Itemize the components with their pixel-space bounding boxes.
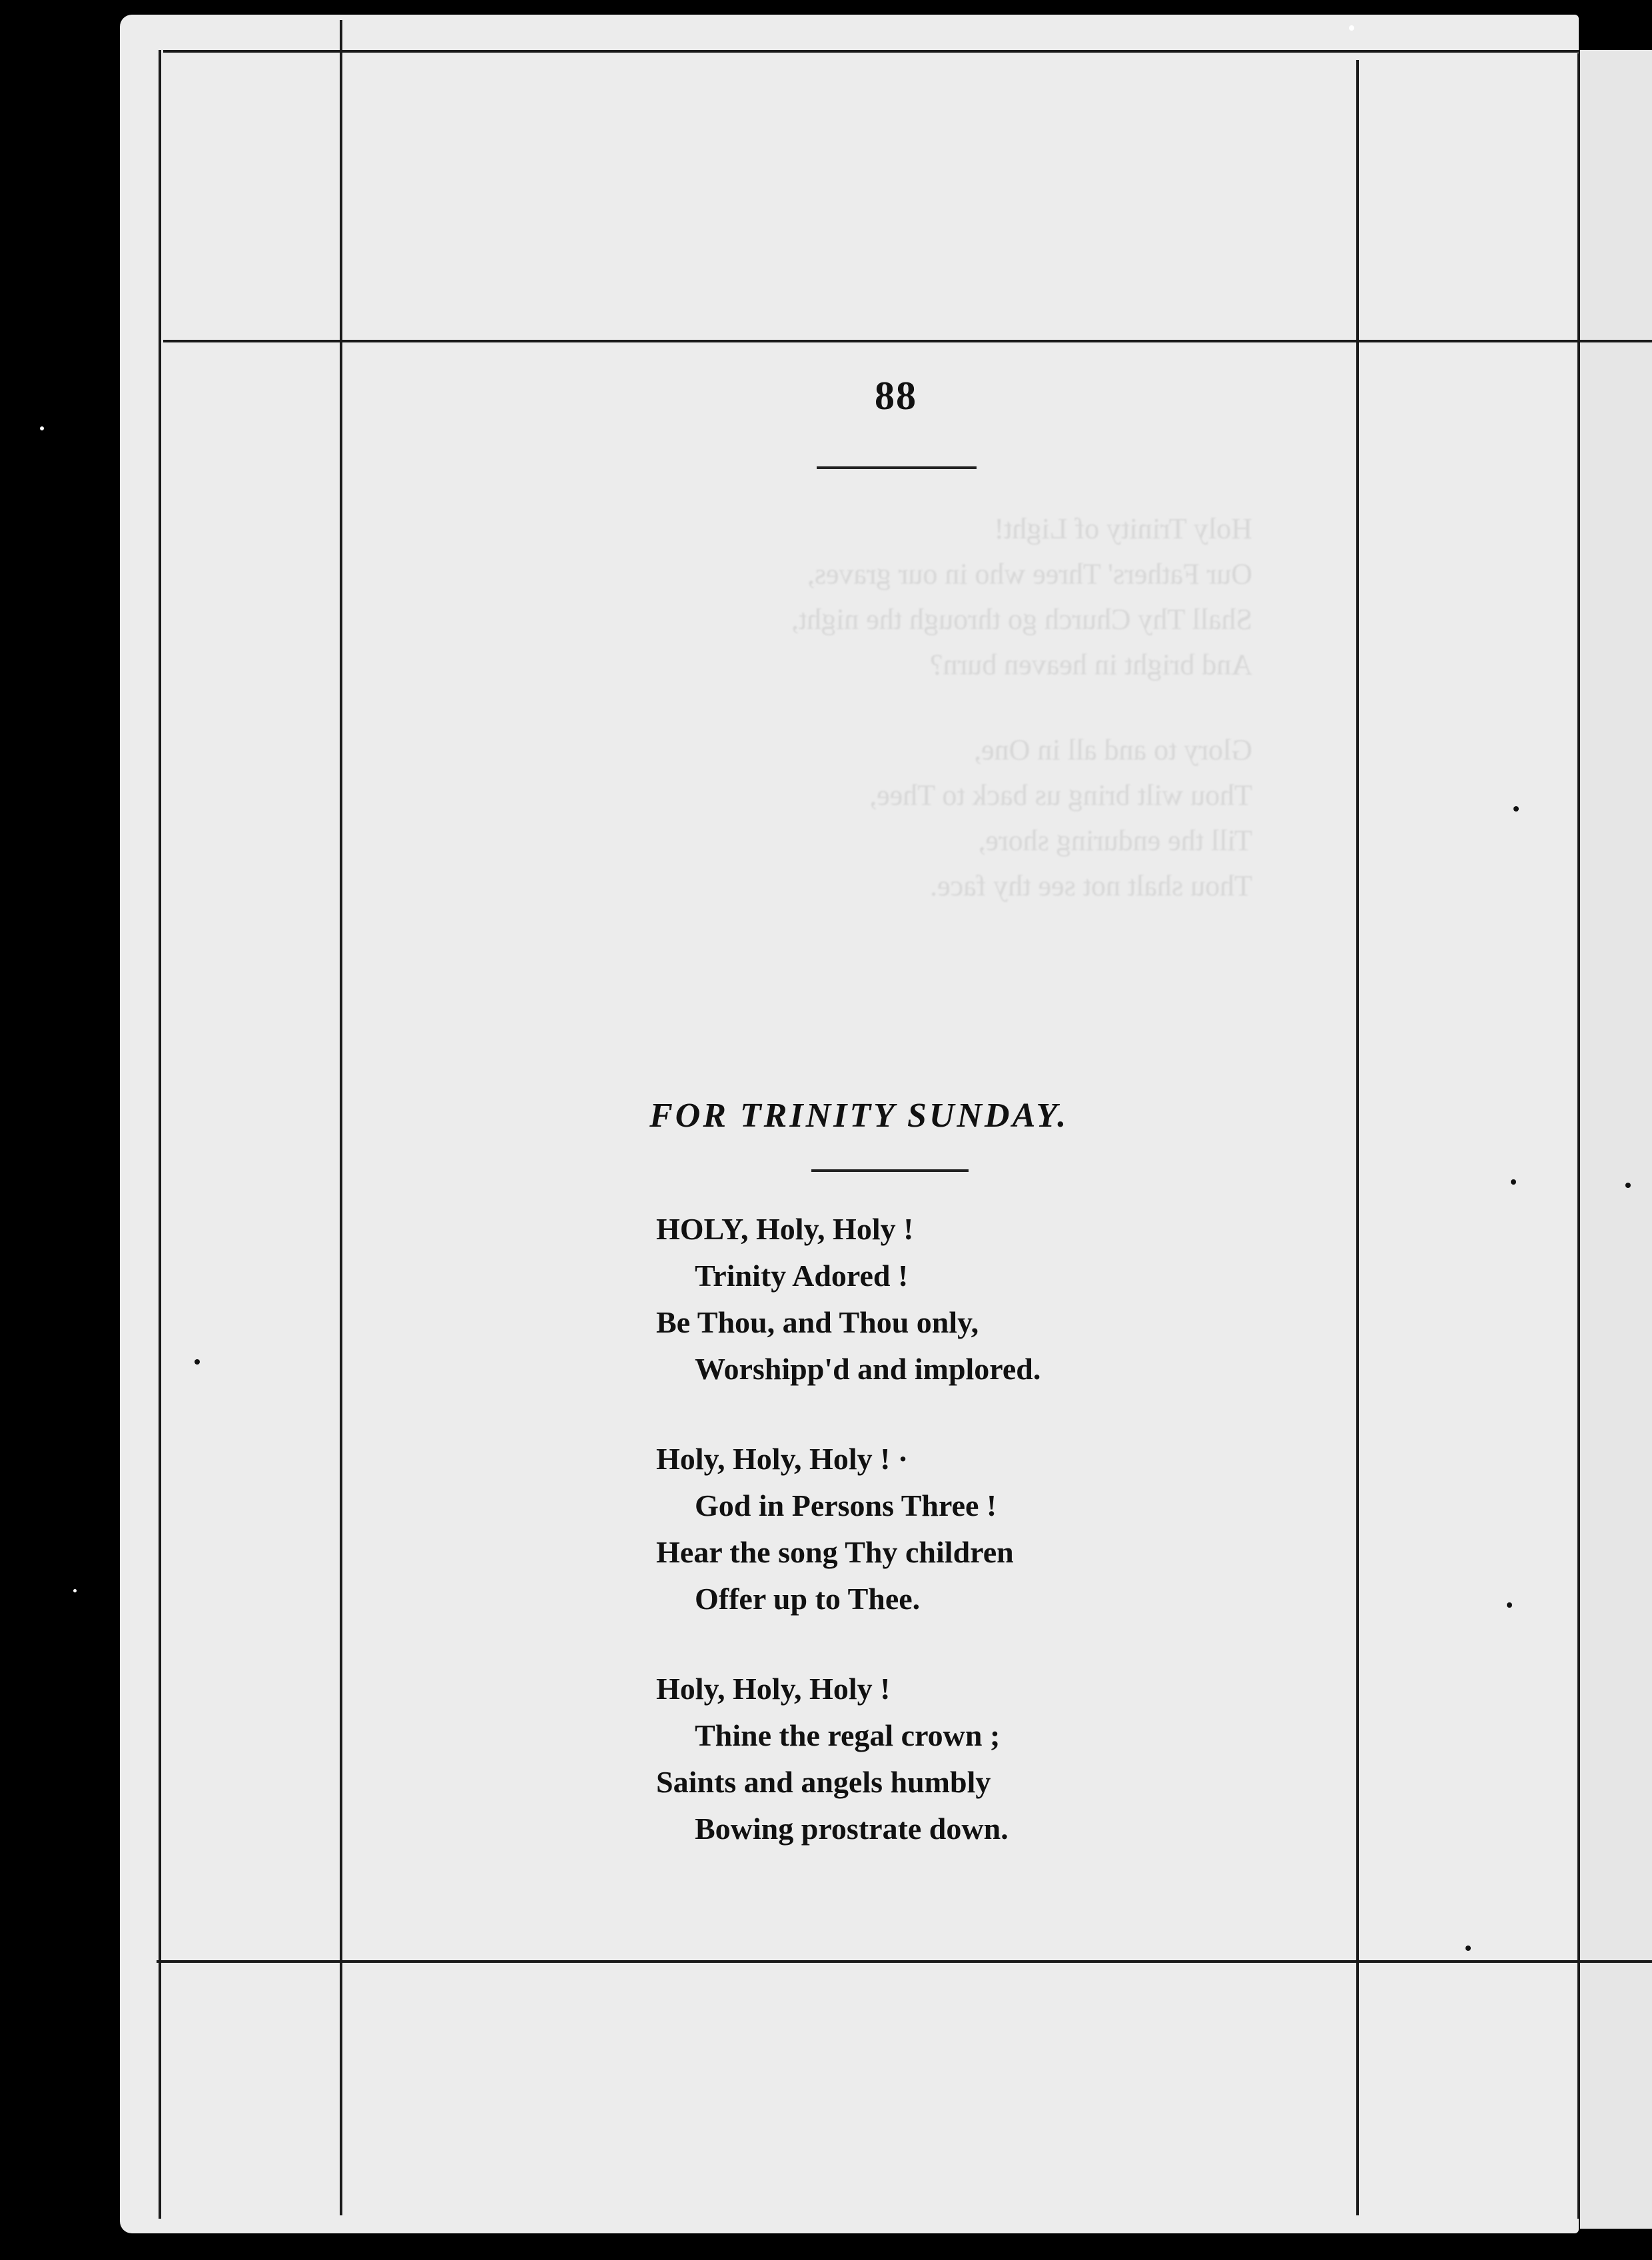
scan-speck bbox=[195, 1359, 200, 1365]
ghost-line: Thou wilt bring us back to Thee, bbox=[869, 779, 1252, 812]
hymn-stanza-1 bbox=[656, 1206, 1256, 1393]
verse-line: HOLY, Holy, Holy ! bbox=[656, 1212, 914, 1246]
facing-page-edge bbox=[1580, 50, 1652, 2229]
verse-line: Trinity Adored ! bbox=[695, 1259, 909, 1293]
verse-line: Bowing prostrate down. bbox=[695, 1812, 1009, 1846]
scan-speck bbox=[1625, 1183, 1631, 1188]
hymn-stanza-2 bbox=[656, 1436, 1256, 1622]
frame-right-inner-rule bbox=[1356, 60, 1359, 2215]
scan-speck bbox=[1513, 806, 1519, 812]
hymn-stanza-3 bbox=[656, 1666, 1256, 1852]
frame-left-outer-rule bbox=[159, 50, 161, 2219]
ghost-line: Our Fathers' Three who in our graves, bbox=[807, 558, 1252, 590]
ghost-stanza-gap bbox=[586, 688, 1252, 728]
frame-header-rule bbox=[163, 340, 1652, 342]
verse-line: Holy, Holy, Holy ! · bbox=[656, 1442, 909, 1476]
verse-line: God in Persons Three ! bbox=[695, 1488, 997, 1522]
ghost-line: Till the enduring shore, bbox=[978, 824, 1252, 857]
bleed-through-text bbox=[586, 506, 1252, 909]
verse-line: Be Thou, and Thou only, bbox=[656, 1305, 979, 1339]
scan-speck-light bbox=[1349, 25, 1354, 31]
verse-line: Worshipp'd and implored. bbox=[695, 1352, 1041, 1386]
verse-line: Saints and angels humbly bbox=[656, 1765, 991, 1799]
scan-speck-light bbox=[40, 426, 44, 430]
frame-top-rule bbox=[163, 50, 1580, 53]
ghost-line: Thou shalt not see thy face. bbox=[930, 869, 1252, 902]
ghost-line: Glory to and all in One, bbox=[974, 734, 1252, 766]
ghost-line: And bright in heaven burn? bbox=[930, 648, 1252, 681]
hymn-title: FOR TRINITY SUNDAY. bbox=[649, 1097, 1069, 1135]
verse-line: Offer up to Thee. bbox=[695, 1582, 921, 1616]
frame-left-inner-rule bbox=[340, 20, 342, 2215]
scan-speck bbox=[1507, 1602, 1512, 1608]
ghost-line: Holy Trinity of Light! bbox=[994, 512, 1252, 545]
scan-speck-light bbox=[73, 1589, 77, 1592]
frame-page-edge-rule bbox=[1577, 53, 1580, 2219]
hymn-title-rule bbox=[811, 1169, 969, 1172]
verse-line: Holy, Holy, Holy ! bbox=[656, 1672, 891, 1706]
verse-line: Hear the song Thy children bbox=[656, 1535, 1014, 1569]
page-number: 88 bbox=[875, 374, 917, 418]
verse-line: Thine the regal crown ; bbox=[695, 1718, 1001, 1752]
ghost-line: Shall Thy Church go through the night, bbox=[791, 603, 1252, 636]
page-number-rule bbox=[817, 466, 977, 469]
frame-footer-rule bbox=[157, 1960, 1652, 1963]
scan-speck bbox=[1465, 1946, 1471, 1951]
scan-speck bbox=[1511, 1179, 1516, 1185]
